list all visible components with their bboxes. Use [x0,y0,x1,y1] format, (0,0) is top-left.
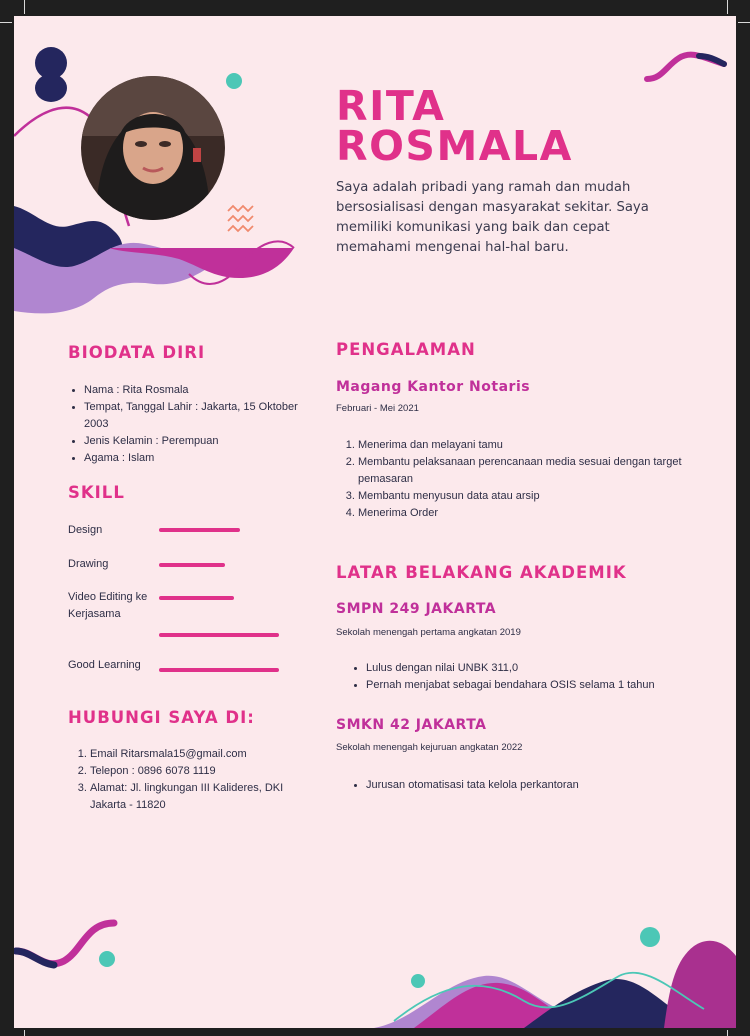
biodata-item: • Agama : Islam [84,450,299,467]
skill-bar-fill [159,528,240,532]
skill-bar [159,528,289,532]
experience-item: 2. Membantu pelaksanaan perencanaan media sesuai dengan target pemasaran [358,454,698,488]
experience-list [342,437,698,522]
skill-label: Drawing [68,558,109,570]
candidate-name [336,82,573,170]
school-achievement: • Jurusan otomatisasi tata kelola perkantoran [366,777,706,794]
school-name: SMKN 42 JAKARTA [336,717,487,733]
skill-label: Good Learning [68,659,141,671]
job-period: Februari - Mei 2021 [336,403,419,414]
skill-label: Video Editing ke Kerjasama [68,591,148,620]
biodata-item: • Nama : Rita Rosmala [84,382,299,399]
bottom-right-decoration [374,921,736,1028]
name-line-1: RITA [336,82,446,130]
school-achievements [350,777,706,794]
crop-mark [24,1030,25,1036]
profile-photo [81,76,225,220]
resume-page [14,16,736,1028]
school-achievement: • Lulus dengan nilai UNBK 311,0 [366,660,706,677]
contact-title: HUBUNGI SAYA DI: [68,708,255,727]
biodata-title: BIODATA DIRI [68,343,206,362]
experience-item: 3. Membantu menyusun data atau arsip [358,488,698,505]
school-name: SMPN 249 JAKARTA [336,601,497,617]
biodata-item: • Tempat, Tanggal Lahir : Jakarta, 15 Oktober 2003 [84,399,299,433]
biodata-item: • Jenis Kelamin : Perempuan [84,433,299,450]
skill-label: Design [68,524,103,536]
education-title: LATAR BELAKANG AKADEMIK [336,563,627,582]
crop-mark [738,22,750,23]
skill-bar-fill [159,633,279,637]
school-achievement: • Pernah menjabat sebagai bendahara OSIS selama 1 tahun [366,677,706,694]
contact-email: 1. Email Ritarsmala15@gmail.com [90,746,320,763]
skill-bar [159,563,289,567]
contact-phone: 2. Telepon : 0896 6078 1119 [90,763,320,780]
intro-text: Saya adalah pribadi yang ramah dan mudah bersosialisasi dengan masyarakat sekitar. Saya memiliki komunikasi yang baik dan cepat memahami mengenai hal-hal baru. [336,180,649,255]
school-desc: Sekolah menengah kejuruan angkatan 2022 [336,742,523,753]
experience-item: 4. Menerima Order [358,505,698,522]
crop-mark [0,22,12,23]
contact-list [74,746,320,814]
school-achievements [350,660,706,694]
crop-mark [727,1030,728,1036]
skill-title: SKILL [68,483,125,502]
skill-bar-fill [159,668,279,672]
skill-bar-fill [159,596,234,600]
name-line-2: ROSMALA [336,122,573,170]
bottom-left-decoration [14,911,134,981]
job-title: Magang Kantor Notaris [336,379,531,395]
crop-mark [24,0,25,14]
biodata-list [68,382,299,467]
skill-bar [159,668,289,672]
skill-bar [159,596,289,600]
skill-bar [159,633,289,637]
school-desc: Sekolah menengah pertama angkatan 2019 [336,627,521,638]
skill-bar-fill [159,563,225,567]
experience-item: 1. Menerima dan melayani tamu [358,437,698,454]
experience-title: PENGALAMAN [336,340,476,359]
contact-address: 3. Alamat: Jl. lingkungan III Kalideres, DKI Jakarta - 11820 [90,780,320,814]
top-right-squiggle [644,46,729,86]
crop-mark [727,0,728,14]
